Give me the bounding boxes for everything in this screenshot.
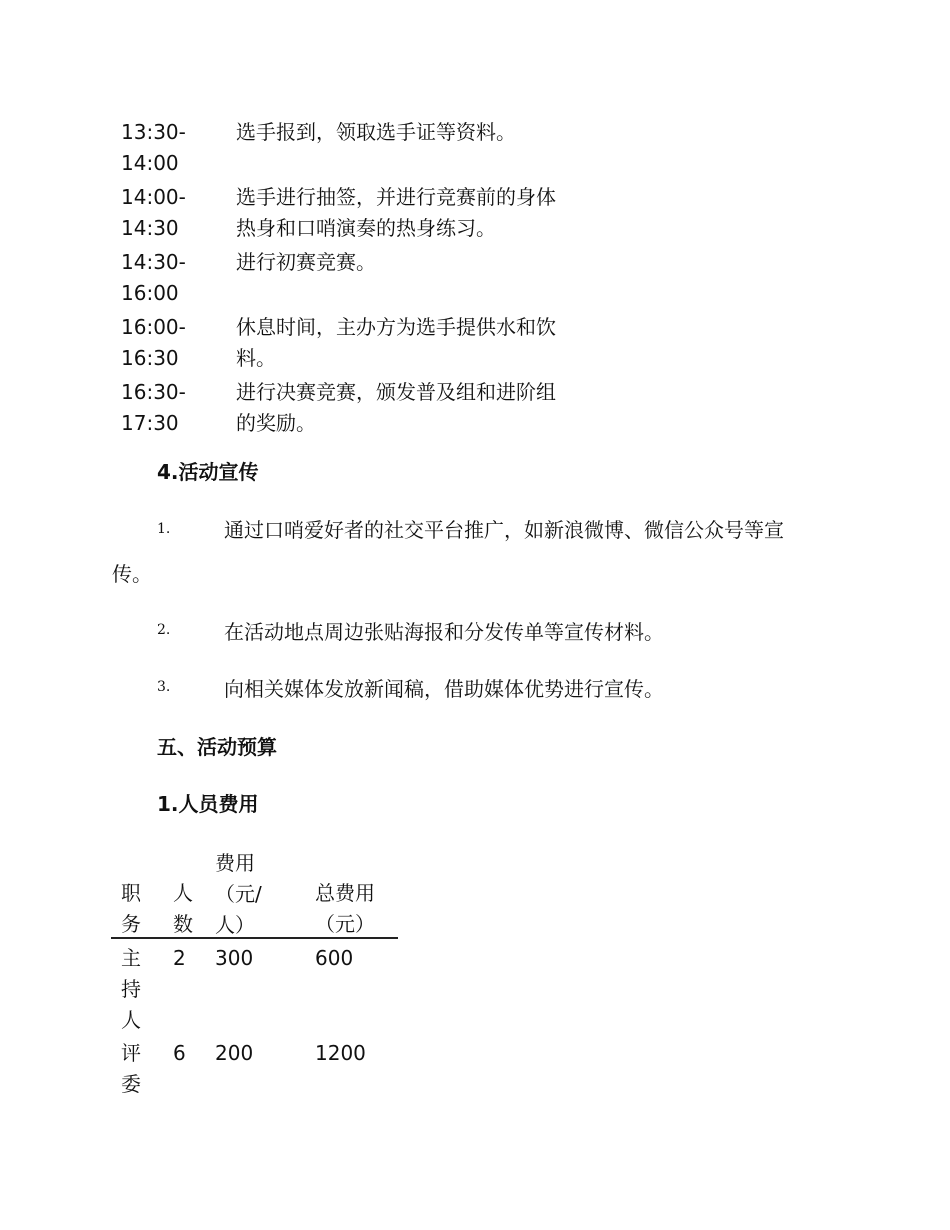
list-item-text-continued: 传。 [112, 562, 152, 586]
table-header-rule [111, 937, 398, 939]
description-line: 进行决赛竞赛，颁发普及组和进阶组 [236, 380, 556, 404]
schedule-time [121, 312, 221, 374]
table-cell-total: 1200 [315, 1041, 366, 1065]
time-end: 14:30 [121, 216, 179, 240]
time-start: 16:30- [121, 380, 186, 404]
subsection-heading-personnel: 1.人员费用 [157, 792, 259, 816]
section-heading-budget: 五、活动预算 [157, 735, 277, 759]
description-line: 热身和口哨演奏的热身练习。 [236, 216, 496, 240]
header-line: （元） [315, 912, 375, 936]
schedule-description [236, 117, 596, 148]
list-item-text: 向相关媒体发放新闻稿，借助媒体优势进行宣传。 [224, 677, 664, 701]
table-cell-fee: 200 [215, 1041, 254, 1065]
description-line: 料。 [236, 346, 276, 370]
schedule-description [236, 182, 596, 244]
time-end: 16:00 [121, 281, 179, 305]
time-start: 14:00- [121, 185, 186, 209]
table-header-total [315, 878, 375, 940]
time-start: 13:30- [121, 120, 186, 144]
header-line: 人） [215, 913, 255, 937]
table-header-count [173, 878, 197, 940]
schedule-time [121, 247, 221, 309]
header-line: 费用 [215, 851, 255, 875]
cell-char: 委 [121, 1072, 141, 1096]
table-cell-total: 600 [315, 946, 354, 970]
schedule-time [121, 377, 221, 439]
list-item-text: 在活动地点周边张贴海报和分发传单等宣传材料。 [224, 620, 664, 644]
table-cell-role [121, 943, 145, 1036]
schedule-time [121, 117, 221, 179]
table-cell-count: 6 [173, 1041, 186, 1065]
personnel-cost-table [111, 848, 398, 1108]
description-line: 进行初赛竞赛。 [236, 250, 376, 274]
header-char: 数 [173, 912, 193, 936]
time-end: 16:30 [121, 346, 179, 370]
cell-char: 人 [121, 1008, 141, 1032]
description-line: 选手进行抽签，并进行竞赛前的身体 [236, 185, 556, 209]
time-end: 17:30 [121, 411, 179, 435]
header-line: 总费用 [315, 881, 375, 905]
header-char: 人 [173, 881, 193, 905]
description-line: 的奖励。 [236, 411, 316, 435]
cell-char: 评 [121, 1041, 141, 1065]
section-heading-promotion: 4.活动宣传 [157, 460, 259, 484]
list-item-text: 通过口哨爱好者的社交平台推广，如新浪微博、微信公众号等宣 [224, 518, 784, 542]
schedule-description [236, 312, 596, 374]
list-number: 1. [157, 521, 171, 537]
time-start: 14:30- [121, 250, 186, 274]
time-start: 16:00- [121, 315, 186, 339]
table-cell-role [121, 1038, 145, 1100]
cell-char: 主 [121, 946, 141, 970]
header-char: 务 [121, 912, 141, 936]
list-number: 2. [157, 622, 171, 638]
table-header-fee [215, 848, 262, 941]
table-cell-fee: 300 [215, 946, 254, 970]
table-header-role [121, 878, 145, 940]
description-line: 休息时间，主办方为选手提供水和饮 [236, 315, 556, 339]
schedule-time [121, 182, 221, 244]
header-char: 职 [121, 881, 141, 905]
time-end: 14:00 [121, 151, 179, 175]
header-line: （元/ [215, 882, 262, 906]
description-line: 选手报到，领取选手证等资料。 [236, 120, 516, 144]
list-number: 3. [157, 679, 171, 695]
table-cell-count: 2 [173, 946, 186, 970]
schedule-description [236, 377, 596, 439]
schedule-description [236, 247, 596, 278]
cell-char: 持 [121, 977, 141, 1001]
